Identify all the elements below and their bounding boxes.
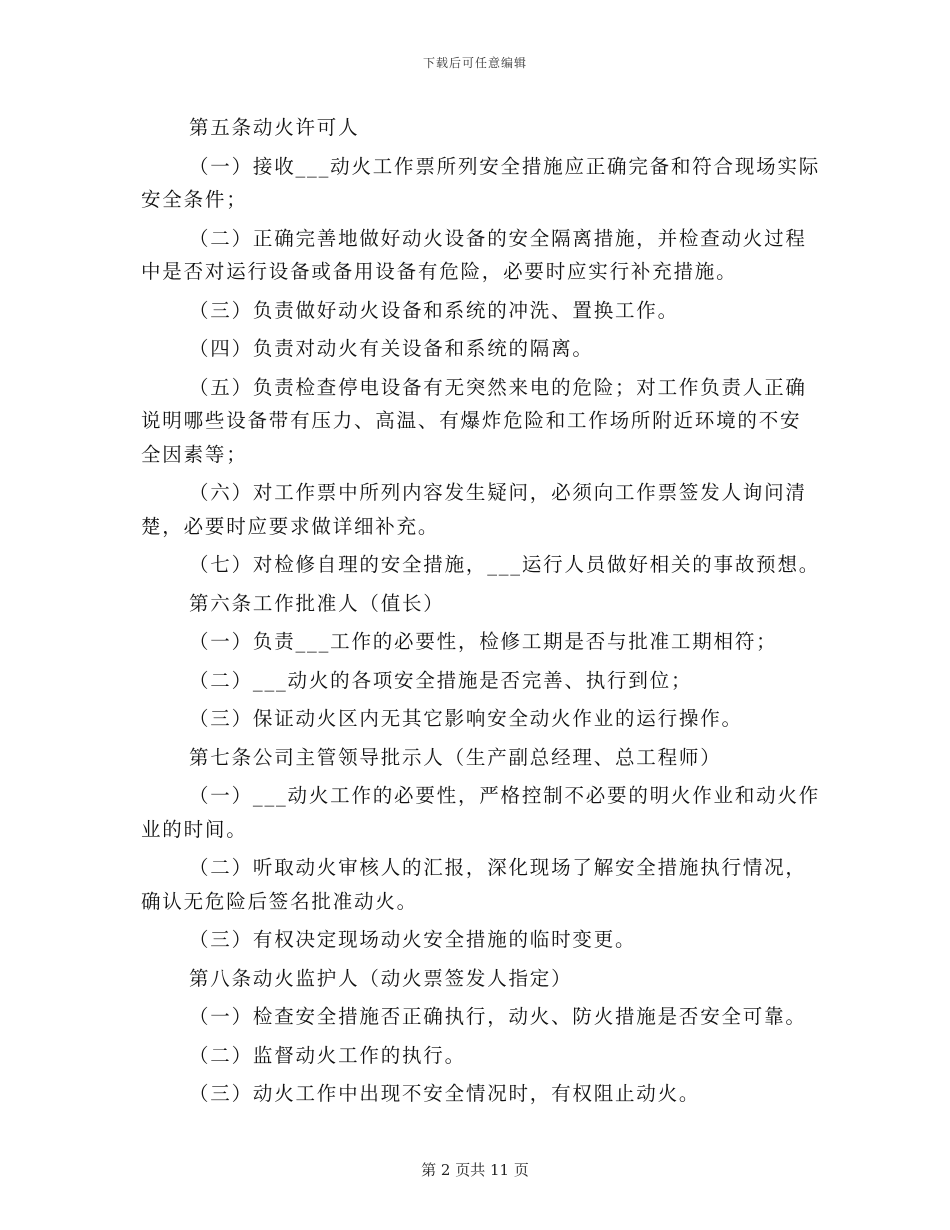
paragraph: （五）负责检查停电设备有无突然来电的危险；对工作负责人正确说明哪些设备带有压力、高温、有爆炸危险和工作场所附近环境的不安全因素等； [141, 375, 807, 466]
paragraph: （三）有权决定现场动火安全措施的临时变更。 [189, 928, 637, 951]
paragraph: （四）负责对动火有关设备和系统的隔离。 [189, 337, 594, 360]
paragraph: （三）负责做好动火设备和系统的冲洗、置换工作。 [189, 298, 679, 322]
paragraph: （七）对检修自理的安全措施，___运行人员做好相关的事故预想。 [189, 553, 821, 576]
paragraph: （二）正确完善地做好动火设备的安全隔离措施，并检查动火过程中是否对运行设备或备用设备有危险，必要时应实行补充措施。 [141, 226, 807, 283]
section-heading-5: 第五条动火许可人 [189, 116, 360, 139]
page-header: 下载后可任意编辑 [422, 56, 527, 70]
paragraph: （一）检查安全措施否正确执行，动火、防火措施是否安全可靠。 [189, 1005, 807, 1028]
paragraph: （一）___动火工作的必要性，严格控制不必要的明火作业和动火作业的时间。 [141, 784, 821, 841]
paragraph: （三）动火工作中出现不安全情况时，有权阻止动火。 [189, 1082, 701, 1105]
paragraph: （二）听取动火审核人的汇报，深化现场了解安全措施执行情况，确认无危险后签名批准动火。 [141, 856, 807, 913]
section-heading-6: 第六条工作批准人（值长） [189, 591, 445, 615]
paragraph: （一）负责___工作的必要性，检修工期是否与批准工期相符； [189, 630, 778, 653]
page-footer: 第 2 页共 11 页 [421, 1161, 529, 1179]
paragraph: （六）对工作票中所列内容发生疑问，必须向工作票签发人询问清楚，必要时应要求做详细补充。 [141, 481, 807, 538]
section-heading-7: 第七条公司主管领导批示人（生产副总经理、总工程师） [189, 745, 722, 769]
section-heading-8: 第八条动火监护人（动火票签发人指定） [189, 966, 573, 990]
paragraph: （三）保证动火区内无其它影响安全动火作业的运行操作。 [189, 707, 743, 730]
document-body [141, 111, 821, 1116]
paragraph: （二）监督动火工作的执行。 [189, 1043, 466, 1067]
paragraph: （二）___动火的各项安全措施是否完善、执行到位； [189, 668, 693, 692]
paragraph: （一）接收___动火工作票所列安全措施应正确完备和符合现场实际安全条件； [141, 154, 821, 211]
